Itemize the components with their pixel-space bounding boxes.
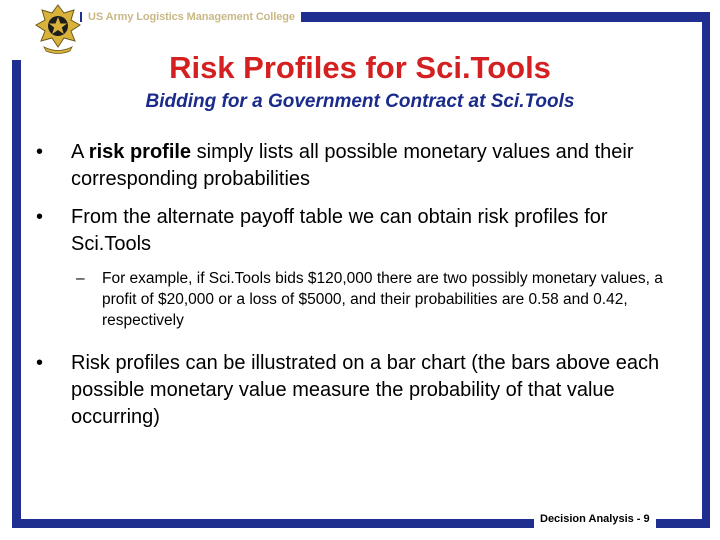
bullet-marker: • bbox=[36, 352, 44, 374]
bullet-text: Risk profiles can be illustrated on a bar chart (the bars above each possible monetary value measure the probability of that value occurring) bbox=[71, 352, 660, 428]
college-name: US Army Logistics Management College bbox=[82, 9, 301, 25]
bullet-marker: • bbox=[36, 206, 44, 228]
slide-subtitle: Bidding for a Government Contract at Sci.Tools bbox=[145, 91, 575, 112]
frame-left-bar bbox=[12, 60, 21, 528]
sub-bullet-marker: – bbox=[76, 270, 85, 287]
army-crest-icon bbox=[34, 4, 82, 54]
bullet-text: A risk profile simply lists all possible monetary values and their corresponding probabilities bbox=[71, 141, 634, 190]
bullet-text: From the alternate payoff table we can obtain risk profiles for Sci.Tools bbox=[71, 206, 608, 255]
bold-term: risk profile bbox=[88, 141, 192, 163]
page-number-label: Decision Analysis - 9 bbox=[534, 509, 656, 529]
bullet-marker: • bbox=[36, 141, 44, 163]
slide-title: Risk Profiles for Sci.Tools bbox=[169, 50, 551, 85]
sub-bullet-text: For example, if Sci.Tools bids $120,000 there are two possibly monetary values, a profit of $20,000 or a loss of $5000, and their probabilities are 0.58 and 0.42, respectively bbox=[102, 270, 663, 329]
